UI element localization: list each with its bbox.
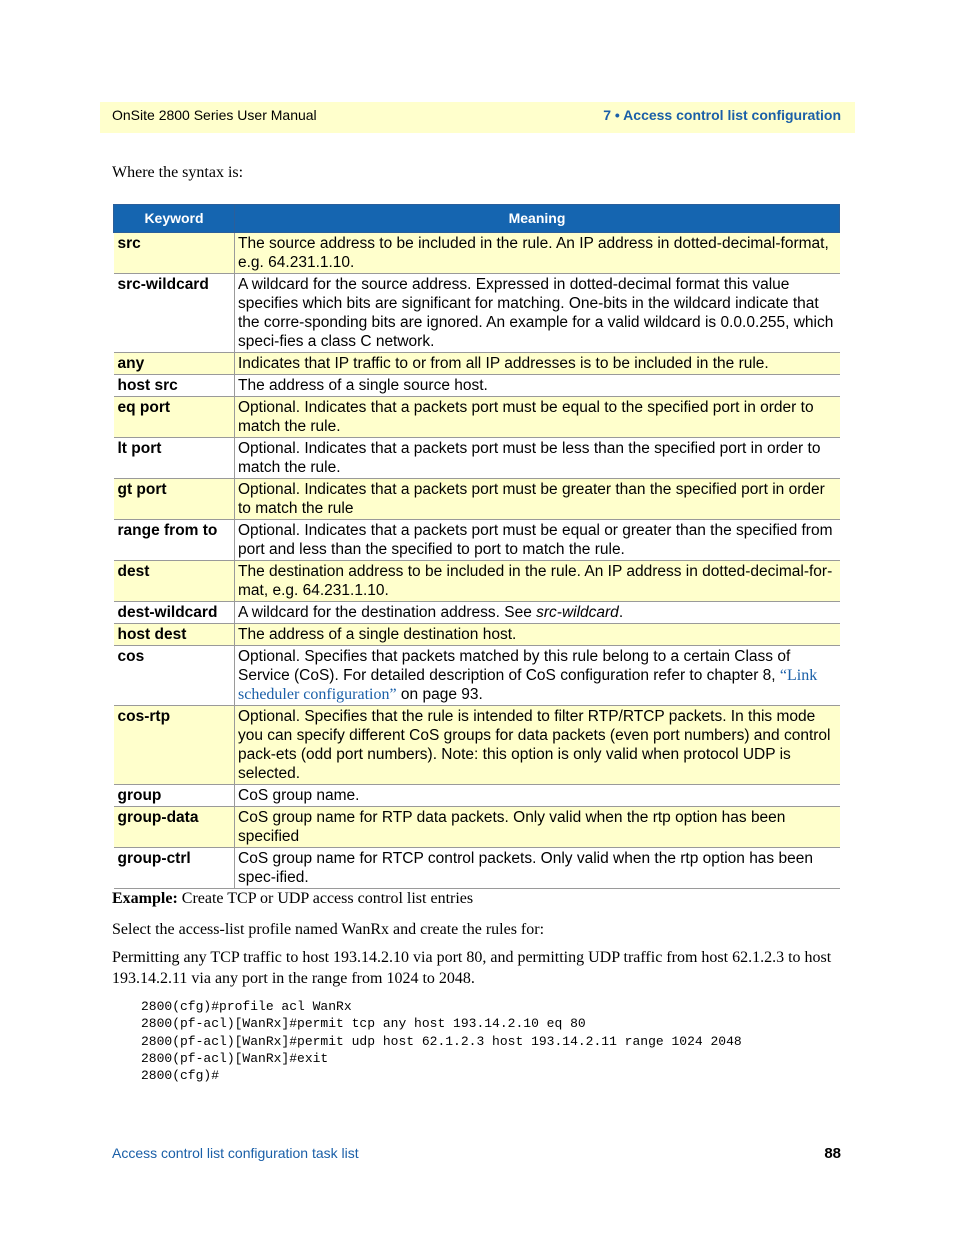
table-row <box>114 479 840 520</box>
table-row <box>114 520 840 561</box>
keyword-cell: group-ctrl <box>114 848 235 889</box>
keyword-cell: eq port <box>114 397 235 438</box>
keyword-cell: host dest <box>114 624 235 646</box>
running-header <box>100 102 855 133</box>
meaning-italic-ref: src-wildcard <box>536 604 619 621</box>
keyword-cell: range from to <box>114 520 235 561</box>
table-row <box>114 807 840 848</box>
meaning-cell: The destination address to be included in the rule. An IP address in dotted-decimal-for-mat, e.g. 64.231.1.10. <box>235 561 840 602</box>
page-number: 88 <box>824 1145 841 1162</box>
example-label: Example: <box>112 890 178 907</box>
meaning-cell: Optional. Indicates that a packets port must be equal or greater than the specified from port and less than the specified to port to match the rule. <box>235 520 840 561</box>
chapter-title: 7 • Access control list configuration <box>603 107 841 123</box>
meaning-cell: A wildcard for the source address. Expressed in dotted-decimal format this value specifies which bits are significant for matching. One-bits in the wildcard indicate that the corre-sponding bits are ignored. An example for a valid wildcard is 0.0.0.255, which speci-fies a class C network. <box>235 274 840 353</box>
table-row <box>114 233 840 274</box>
code-line: 2800(pf-acl)[WanRx]#permit udp host 62.1.2.3 host 193.14.2.11 range 1024 2048 <box>141 1033 742 1049</box>
header-meaning: Meaning <box>235 205 840 233</box>
meaning-cell: CoS group name for RTP data packets. Only valid when the rtp option has been specified <box>235 807 840 848</box>
syntax-table <box>113 204 840 889</box>
instruction-paragraph: Select the access-list profile named WanRx and create the rules for: <box>112 921 545 938</box>
table-row <box>114 353 840 375</box>
table-row <box>114 375 840 397</box>
meaning-text: A wildcard for the destination address. See <box>238 604 537 621</box>
meaning-cell: Optional. Indicates that a packets port must be less than the specified port in order to match the rule. <box>235 438 840 479</box>
meaning-cell: Optional. Indicates that a packets port must be equal to the specified port in order to match the rule. <box>235 397 840 438</box>
keyword-cell: lt port <box>114 438 235 479</box>
meaning-cell: The address of a single destination host. <box>235 624 840 646</box>
table-header-row <box>114 205 840 233</box>
table-row <box>114 848 840 889</box>
keyword-cell: dest-wildcard <box>114 602 235 624</box>
meaning-cell: Optional. Indicates that a packets port must be greater than the specified port in order to match the rule <box>235 479 840 520</box>
meaning-text: Optional. Specifies that packets matched by this rule belong to a certain Class of Service (CoS). For detailed description of CoS configuration refer to chapter 8, <box>238 648 791 684</box>
table-row <box>114 624 840 646</box>
meaning-text-suffix: on page 93. <box>396 686 483 703</box>
code-line: 2800(cfg)# <box>141 1068 220 1084</box>
keyword-cell: gt port <box>114 479 235 520</box>
keyword-cell: cos <box>114 646 235 706</box>
intro-text: Where the syntax is: <box>112 164 244 181</box>
table-row <box>114 438 840 479</box>
meaning-cell: Optional. Specifies that the rule is intended to filter RTP/RTCP packets. In this mode you can specify different CoS groups for data packets (even port numbers) and control pack-ets (odd port numbers). Note: this option is only valid when protocol UDP is selected. <box>235 706 840 785</box>
table-row <box>114 274 840 353</box>
keyword-cell: cos-rtp <box>114 706 235 785</box>
header-keyword: Keyword <box>114 205 235 233</box>
meaning-cell: CoS group name for RTCP control packets. Only valid when the rtp option has been spec-ified. <box>235 848 840 889</box>
keyword-cell: dest <box>114 561 235 602</box>
keyword-cell: group-data <box>114 807 235 848</box>
code-line: 2800(cfg)#profile acl WanRx <box>141 999 352 1014</box>
keyword-cell: src <box>114 233 235 274</box>
link-scheduler-link[interactable]: “Link scheduler configuration” <box>238 667 818 703</box>
table-row <box>114 561 840 602</box>
meaning-cell <box>235 602 840 624</box>
keyword-cell: any <box>114 353 235 375</box>
table-row <box>114 785 840 807</box>
footer-section-title: Access control list configuration task list <box>112 1145 359 1161</box>
keyword-cell: group <box>114 785 235 807</box>
example-paragraph <box>112 888 842 909</box>
table-row <box>114 602 840 624</box>
keyword-cell: src-wildcard <box>114 274 235 353</box>
table-row <box>114 646 840 706</box>
meaning-text-suffix: . <box>618 604 624 621</box>
table-row <box>114 397 840 438</box>
example-text: Create TCP or UDP access control list entries <box>177 890 474 907</box>
description-paragraph: Permitting any TCP traffic to host 193.14.2.10 via port 80, and permitting UDP traffic from host 62.1.2.3 to host 193.14.2.11 via any port in the range from 1024 to 2048. <box>112 949 832 987</box>
meaning-cell: The address of a single source host. <box>235 375 840 397</box>
keyword-cell: host src <box>114 375 235 397</box>
code-block <box>141 998 742 1084</box>
meaning-cell: CoS group name. <box>235 785 840 807</box>
code-line: 2800(pf-acl)[WanRx]#permit tcp any host 193.14.2.10 eq 80 <box>141 1016 586 1032</box>
meaning-cell <box>235 646 840 706</box>
table-row <box>114 706 840 785</box>
meaning-cell: Indicates that IP traffic to or from all IP addresses is to be included in the rule. <box>235 353 840 375</box>
code-line: 2800(pf-acl)[WanRx]#exit <box>141 1050 329 1066</box>
meaning-cell: The source address to be included in the rule. An IP address in dotted-decimal-format, e.g. 64.231.1.10. <box>235 233 840 274</box>
manual-title: OnSite 2800 Series User Manual <box>112 107 317 123</box>
